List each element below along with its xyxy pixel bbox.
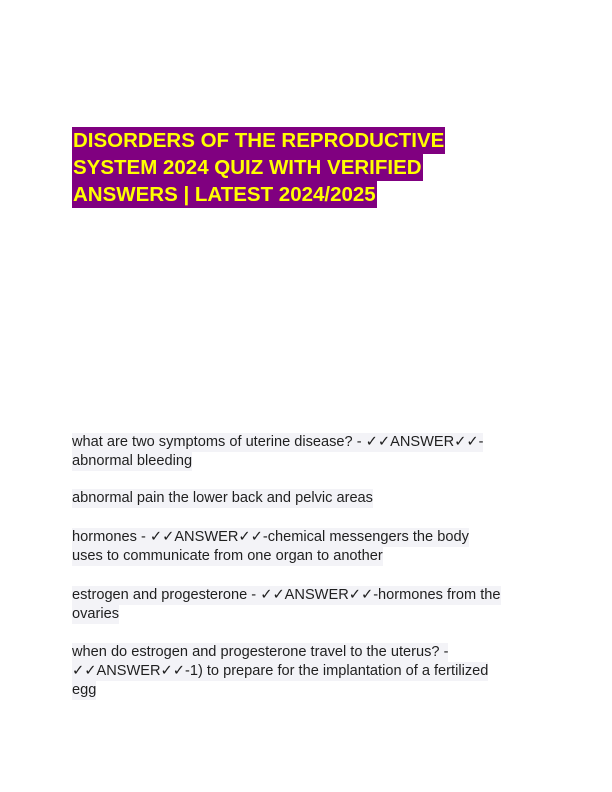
qa-entry-uterus-travel bbox=[72, 643, 542, 700]
qa-line: abnormal bleeding bbox=[72, 453, 193, 469]
qa-entry-estrogen-progesterone bbox=[72, 586, 542, 624]
qa-entry-abnormal-pain bbox=[72, 489, 542, 508]
qa-line: hormones - ✓✓ANSWER✓✓-chemical messengers the body bbox=[72, 529, 469, 545]
document-title bbox=[72, 127, 542, 208]
qa-line: egg bbox=[72, 682, 97, 698]
qa-line: ovaries bbox=[72, 606, 120, 622]
qa-line: what are two symptoms of uterine disease? - ✓✓ANSWER✓✓- bbox=[72, 434, 484, 450]
title-line: DISORDERS OF THE REPRODUCTIVE bbox=[73, 129, 445, 152]
qa-entry-hormones bbox=[72, 528, 542, 566]
qa-entry-uterine-disease-symptoms bbox=[72, 433, 542, 471]
qa-line: abnormal pain the lower back and pelvic areas bbox=[72, 490, 373, 506]
qa-line: uses to communicate from one organ to another bbox=[72, 548, 383, 564]
qa-line: estrogen and progesterone - ✓✓ANSWER✓✓-hormones from the bbox=[72, 587, 501, 603]
qa-line: when do estrogen and progesterone travel to the uterus? - bbox=[72, 644, 449, 660]
title-line: SYSTEM 2024 QUIZ WITH VERIFIED bbox=[73, 156, 422, 179]
qa-line: ✓✓ANSWER✓✓-1) to prepare for the implantation of a fertilized bbox=[72, 663, 489, 679]
title-line: ANSWERS | LATEST 2024/2025 bbox=[73, 183, 376, 206]
